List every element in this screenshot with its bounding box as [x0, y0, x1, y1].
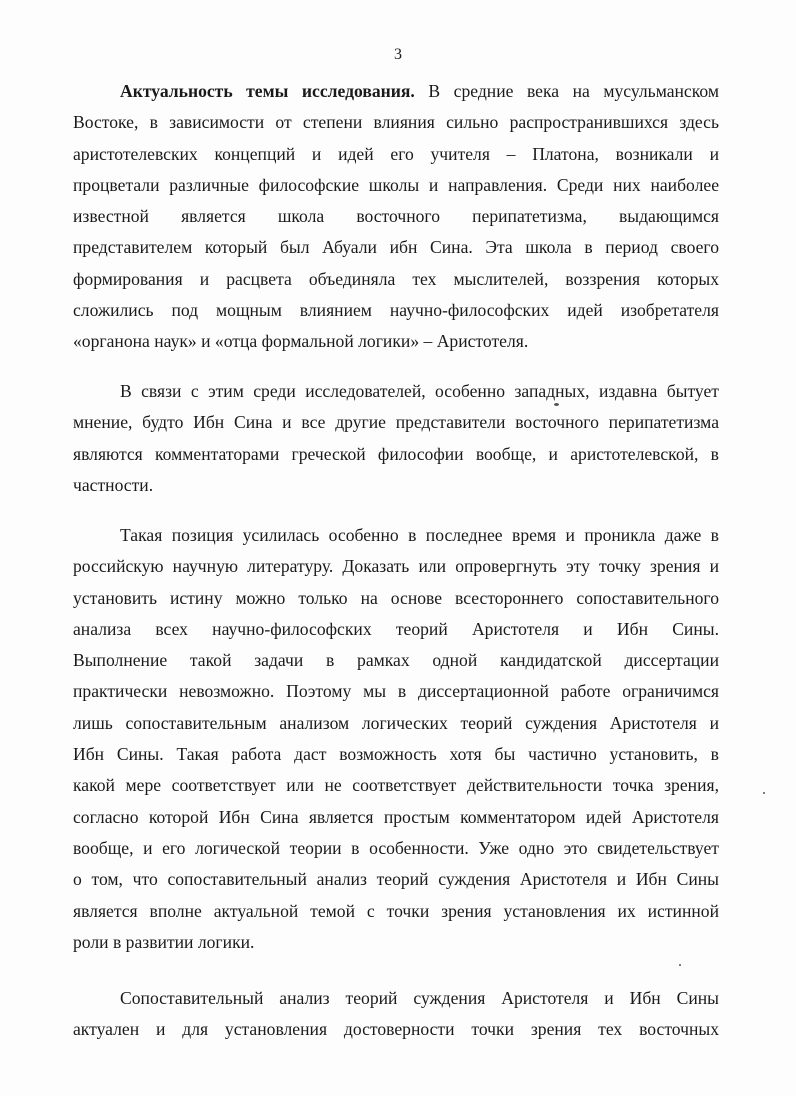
page-number: 3: [394, 46, 402, 63]
paragraph-line: известной является школа восточного перипатетизма, выдающимся: [73, 206, 719, 227]
paragraph-line: вообще, и его логической теории в особенности. Уже одно это свидетельствует: [73, 837, 719, 858]
paragraph-line: актуален и для установления достоверности точки зрения тех восточных: [73, 1019, 719, 1040]
paragraph-line: «органона наук» и «отца формальной логики» – Аристотеля.: [73, 331, 529, 352]
scan-speck: [763, 792, 765, 794]
paragraph-line: Сопоставительный анализ теорий суждения Аристотеля и Ибн Сины: [120, 988, 719, 1008]
section-heading: Актуальность темы исследования.: [120, 81, 415, 101]
scan-speck: [554, 403, 559, 406]
paragraph-4: [73, 983, 719, 1046]
paragraph-line: российскую научную литературу. Доказать или опровергнуть эту точку зрения и: [73, 556, 719, 577]
paragraph-line: Ибн Сины. Такая работа даст возможность хотя бы частично установить, в: [73, 744, 719, 765]
paragraph-line: лишь сопоставительным анализом логических теорий суждения Аристотеля и: [73, 712, 719, 733]
paragraph-2: [73, 376, 719, 501]
paragraph-line: роли в развитии логики.: [73, 931, 255, 952]
paragraph-line: формирования и расцвета объединяла тех мыслителей, воззрения которых: [73, 268, 719, 289]
paragraph-line: сложились под мощным влиянием научно-философских идей изобретателя: [73, 300, 719, 321]
paragraph-line: являются комментаторами греческой философии вообще, и аристотелевской, в: [73, 443, 719, 464]
paragraph-line: В связи с этим среди исследователей, особенно западных, издавна бытует: [120, 381, 719, 401]
scan-speck: [679, 964, 681, 966]
paragraph-line: анализа всех научно-философских теорий Аристотеля и Ибн Сины.: [73, 618, 719, 639]
paragraph-line: какой мере соответствует или не соответствует действительности точка зрения,: [73, 775, 719, 796]
paragraph-line: является вполне актуальной темой с точки зрения установления их истинной: [73, 900, 719, 921]
paragraph-line: установить истину можно только на основе всестороннего сопоставительного: [73, 587, 719, 608]
paragraph-line: согласно которой Ибн Сина является простым комментатором идей Аристотеля: [73, 806, 719, 827]
paragraph-line: Такая позиция усилилась особенно в последнее время и проникла даже в: [120, 525, 719, 545]
paragraph-line: процветали различные философские школы и направления. Среди них наиболее: [73, 174, 719, 195]
paragraph-line: практически невозможно. Поэтому мы в диссертационной работе ограничимся: [73, 681, 719, 702]
paragraph-line: аристотелевских концепций и идей его учителя – Платона, возникали и: [73, 143, 719, 164]
paragraph-line: частности.: [73, 474, 154, 495]
paragraph-line: о том, что сопоставительный анализ теорий суждения Аристотеля и Ибн Сины: [73, 869, 719, 890]
paragraph-text: В средние века на мусульманском: [414, 81, 719, 101]
paragraph-line: представителем который был Абуали ибн Сина. Эта школа в период своего: [73, 237, 719, 258]
paragraph-line: Востоке, в зависимости от степени влияния сильно распространившихся здесь: [73, 112, 719, 133]
paragraph-1: [73, 76, 719, 358]
paragraph-line: мнение, будто Ибн Сина и все другие представители восточного перипатетизма: [73, 412, 719, 433]
paragraph-3: [73, 520, 719, 958]
paragraph-line: Выполнение такой задачи в рамках одной кандидатской диссертации: [73, 650, 719, 671]
paragraph-line: [73, 76, 719, 107]
